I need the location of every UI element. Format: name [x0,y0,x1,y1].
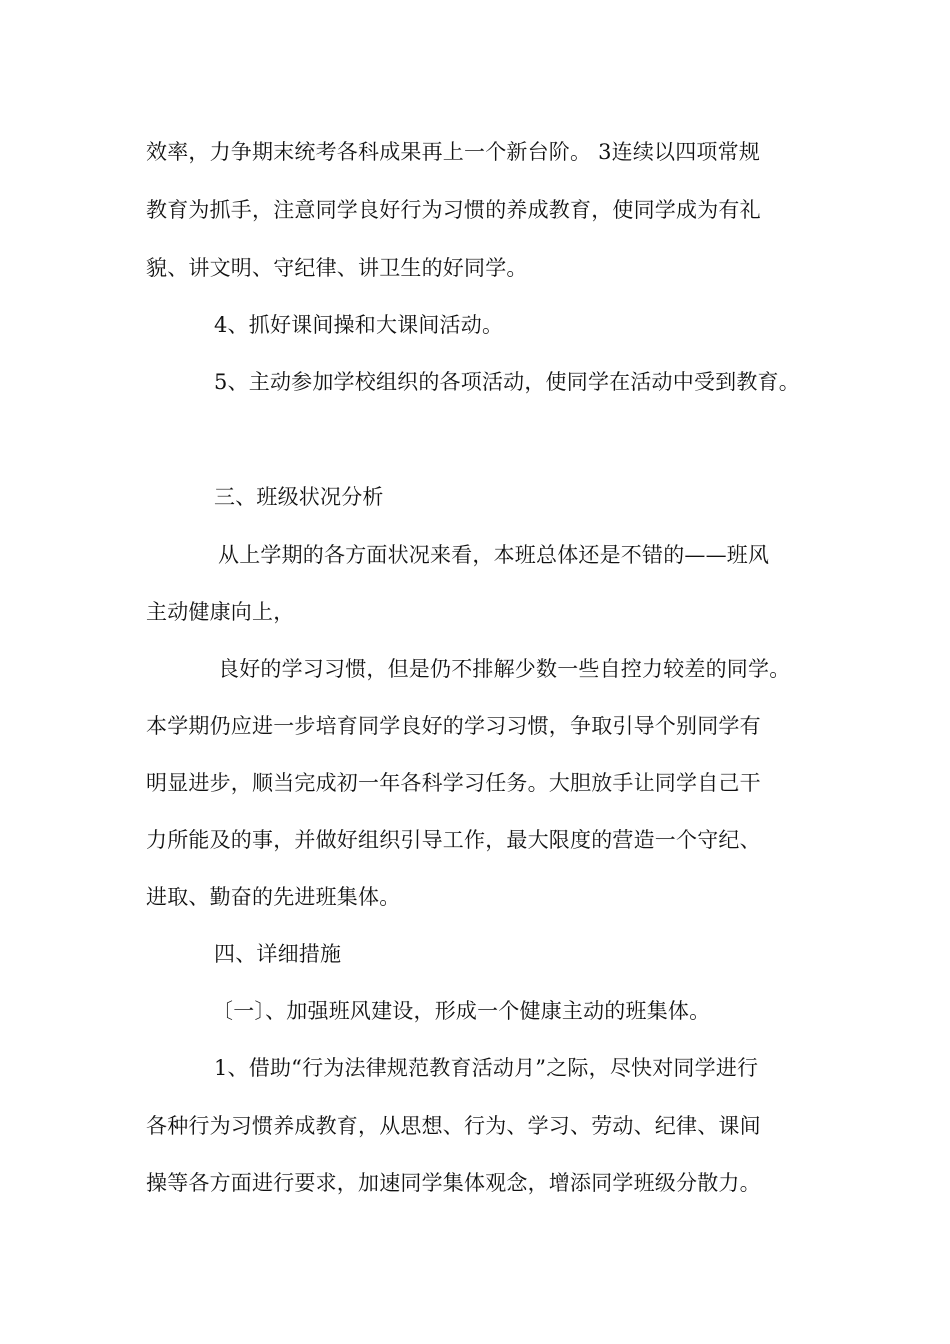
section-heading-4: 四、详细措施 [214,942,342,966]
body-line-2: 教育为抓手，注意同学良好行为习惯的养成教育，使同学成为有礼 [146,198,761,222]
body-line-10: 本学期仍应进一步培育同学良好的学习习惯，争取引导个别同学有 [146,714,761,738]
body-line-17: 各种行为习惯养成教育，从思想、行为、学习、劳动、纪律、课间 [146,1114,761,1138]
body-line-3: 貌、讲文明、守纪律、讲卫生的好同学。 [146,256,528,280]
body-line-8: 主动健康向上， [146,600,295,624]
section-heading-3: 三、班级状况分析 [214,485,384,509]
list-item-5: 5、主动参加学校组织的各项活动，使同学在活动中受到教育。 [214,370,800,394]
body-line-9: 良好的学习习惯，但是仍不排解少数一些自控力较差的同学。 [218,657,791,681]
body-line-16: 1、借助“行为法律规范教育活动月”之际，尽快对同学进行 [214,1056,759,1080]
list-item-4: 4、抓好课间操和大课间活动。 [214,313,504,337]
body-line-7: 从上学期的各方面状况来看，本班总体还是不错的——班风 [218,543,770,567]
body-line-12: 力所能及的事，并做好组织引导工作，最大限度的营造一个守纪、 [146,828,761,852]
body-line-18: 操等各方面进行要求，加速同学集体观念，增添同学班级分散力。 [146,1171,761,1195]
body-line-11: 明显进步，顺当完成初一年各科学习任务。大胆放手让同学自己干 [146,771,761,795]
body-line-1: 效率，力争期末统考各科成果再上一个新台阶。 3连续以四项常规 [146,140,761,164]
body-line-13: 进取、勤奋的先进班集体。 [146,885,401,909]
subsection-heading-1: 〔一〕、加强班风建设，形成一个健康主动的班集体。 [212,999,711,1023]
